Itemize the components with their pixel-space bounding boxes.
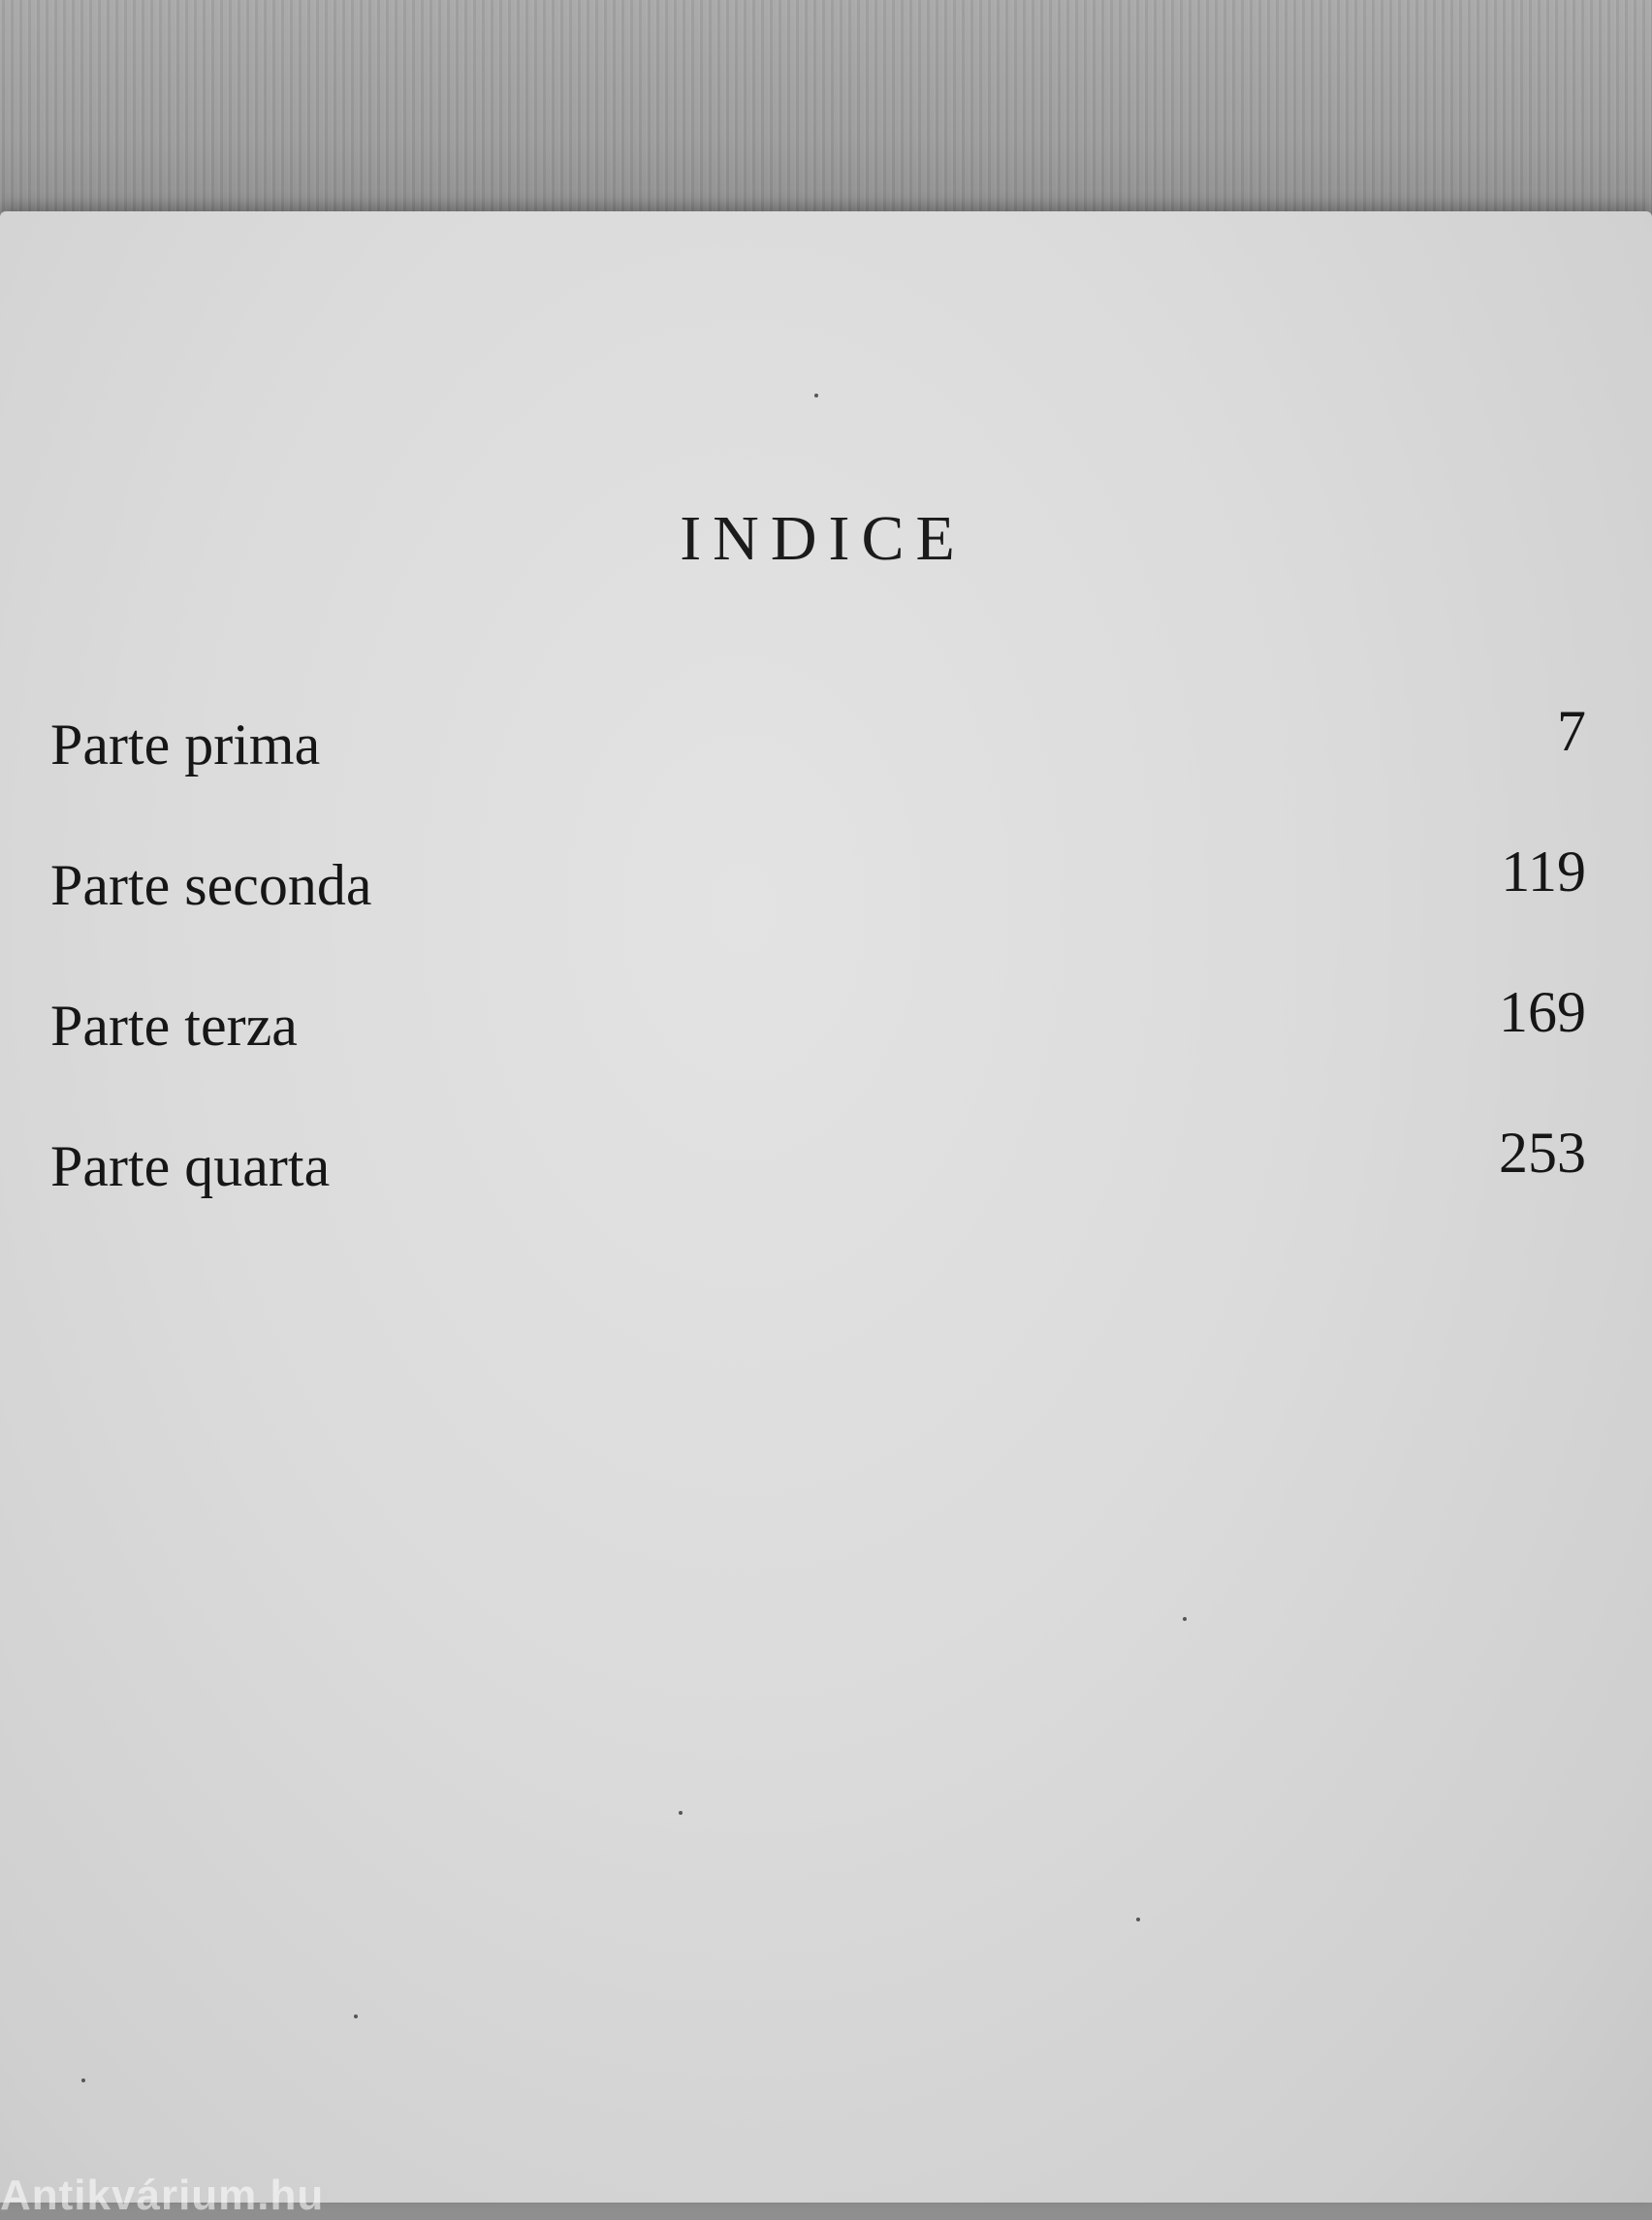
paper-speck — [1136, 1918, 1140, 1921]
watermark: Antikvárium.hu — [0, 2172, 325, 2219]
toc-entry-page-number: 7 — [1557, 699, 1586, 763]
toc-entry-label: Parte seconda — [50, 853, 372, 917]
toc-entry-label: Parte terza — [50, 994, 298, 1058]
toc-entry — [50, 980, 1586, 1137]
book-page — [0, 211, 1652, 2219]
toc-entry — [50, 840, 1586, 997]
paper-speck — [814, 394, 818, 397]
toc-entry-label: Parte quarta — [50, 1134, 331, 1198]
paper-speck — [679, 1811, 683, 1815]
table-of-contents — [50, 699, 1586, 1278]
toc-entry-page-number: 119 — [1501, 840, 1586, 904]
paper-speck — [81, 2078, 85, 2082]
table-surface — [0, 0, 1652, 233]
page-title: INDICE — [680, 503, 967, 574]
paper-speck — [354, 2014, 358, 2018]
toc-entry-label: Parte prima — [50, 713, 321, 777]
toc-entry-page-number: 253 — [1499, 1121, 1586, 1185]
toc-entry-page-number: 169 — [1499, 980, 1586, 1044]
toc-entry — [50, 1121, 1586, 1278]
toc-entry — [50, 699, 1586, 856]
paper-speck — [1183, 1617, 1187, 1621]
